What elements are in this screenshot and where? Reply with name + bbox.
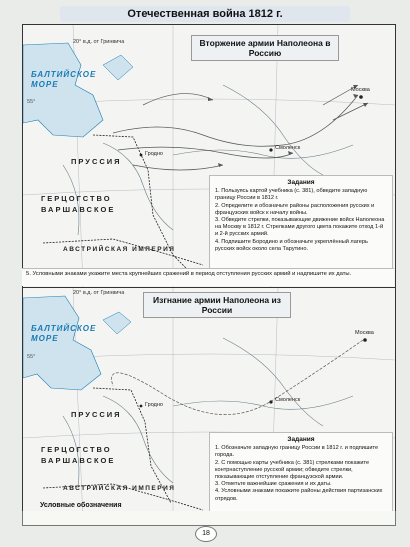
region-warsaw: ГЕРЦОГСТВО ВАРШАВСКОЕ: [41, 445, 116, 465]
region-austria: АВСТРИЙСКАЯ ИМПЕРИЯ: [63, 246, 176, 253]
city-smolensk: Смоленск: [275, 397, 301, 403]
page-title: Отечественная война 1812 г.: [60, 6, 350, 22]
tasks-heading: Задания: [287, 436, 315, 443]
region-prussia: ПРУССИЯ: [71, 157, 122, 166]
legend-box: [22, 511, 396, 526]
lat-55-label: 55°: [27, 99, 36, 105]
city-grodno: Гродно: [145, 402, 163, 408]
task-item: 2. С помощью карты учебника (с. 381) стрелками покажите контрнаступление русской армии; обведите стрелки, показывающие отступление французской армии.: [215, 459, 370, 481]
task-item: 4. Подпишите Бородино и обозначьте укреплённый лагерь русских войск около села Тарутино.: [215, 238, 368, 252]
city-moscow: Москва: [355, 330, 374, 336]
task-item: 4. Условными знаками покажите районы действия партизанских отрядов.: [215, 488, 383, 502]
city-grodno: Гродно: [145, 151, 163, 157]
sea-label: БАЛТИЙСКОЕ МОРЕ: [31, 324, 97, 343]
lat-55-label: 55°: [27, 354, 36, 360]
task-item: 3. Отметьте важнейшие сражения и их даты.: [215, 481, 332, 488]
sea-label: БАЛТИЙСКОЕ МОРЕ: [31, 70, 97, 89]
page-number: 18: [195, 526, 217, 542]
greenwich-label: 20° в.д. от Гринвича: [73, 290, 125, 296]
task-item: 3. Обведите стрелки, показывающие движение войск Наполеона на Москву в 1812 г. Стрелками другого цвета покажите отход 1-й и 2-й русских армий.: [215, 217, 385, 238]
region-austria: АВСТРИЙСКАЯ ИМПЕРИЯ: [63, 485, 176, 492]
city-moscow: Москва: [351, 87, 370, 93]
greenwich-label: 20° в.д. от Гринвича: [73, 39, 125, 45]
map-invasion: [22, 24, 396, 288]
map-invasion-title: Вторжение армии Наполеона в Россию: [191, 35, 339, 61]
task-item: 1. Обозначьте западную границу России в 1812 г. и подпишите города.: [215, 445, 379, 459]
region-prussia: ПРУССИЯ: [71, 410, 122, 419]
map-expulsion: [22, 287, 396, 521]
tasks-panel-invasion: [209, 175, 393, 283]
city-smolensk: Смоленск: [275, 145, 301, 151]
task-item: 2. Определите и обозначьте районы расположения русских и французских войск к началу войны.: [215, 202, 375, 216]
task-item: 1. Пользуясь картой учебника (с. 381), обведите западную границу России в 1812 г.: [215, 188, 368, 202]
legend-label: Условные обозначения: [40, 502, 122, 509]
region-warsaw: ГЕРЦОГСТВО ВАРШАВСКОЕ: [41, 194, 116, 214]
map-expulsion-title: Изгнание армии Наполеона из России: [143, 292, 291, 318]
tasks-heading: Задания: [287, 179, 315, 186]
task-5: 5. Условными знаками укажите места крупнейших сражений в период отступления русских армий и надпишите их даты.: [22, 268, 394, 286]
tasks-panel-expulsion: [209, 432, 393, 518]
